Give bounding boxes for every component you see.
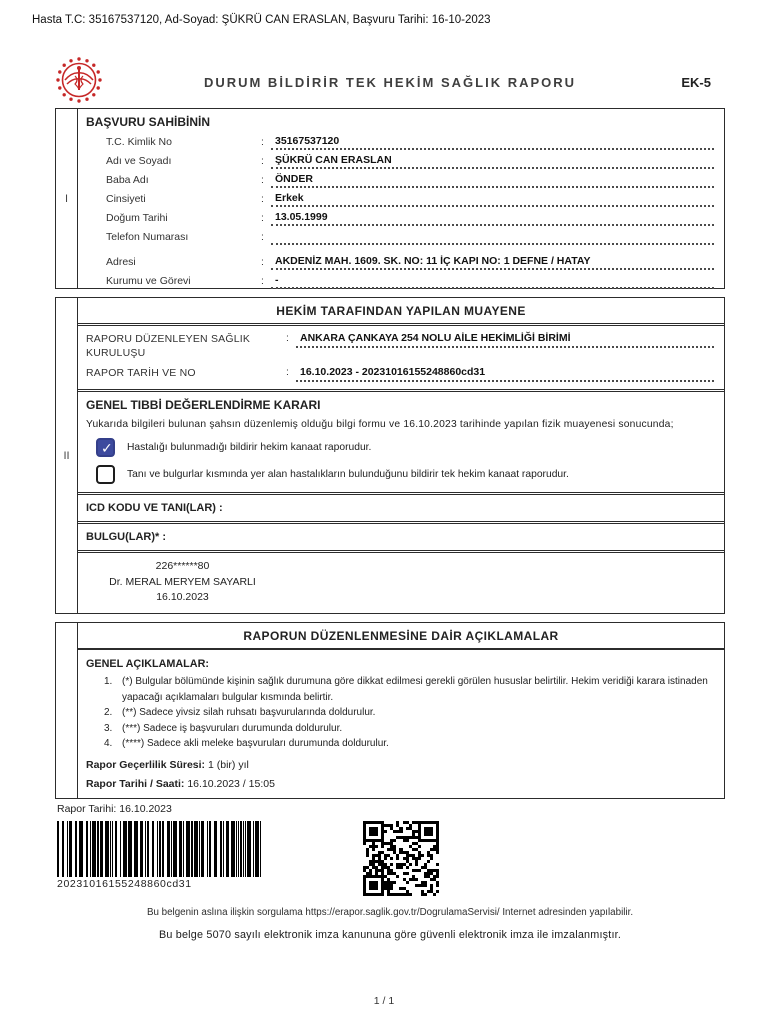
ministry-of-health-logo-icon [55,56,115,109]
report-datetime-value: 16.10.2023 / 15:05 [187,777,275,790]
document-header [55,56,725,108]
colon: : [261,193,264,205]
field-row-adres [78,245,724,270]
codes-row [55,821,725,897]
field-value: ÖNDER [271,173,714,188]
colon: : [261,155,264,167]
section-2-numeral: II [56,298,78,613]
field-row-rapor-tarih-no [78,360,724,389]
field-value: ANKARA ÇANKAYA 254 NOLU AİLE HEKİMLİĞİ BİRİMİ [296,332,714,348]
field-label: Kurumu ve Görevi [106,275,191,287]
note-item [104,674,712,705]
icd-code-row: ICD KODU VE TANI(LAR) : [78,492,724,521]
field-row-kurum-gorev [78,270,724,289]
doctor-name: Dr. MERAL MERYEM SAYARLI [109,575,256,588]
decision-header: GENEL TIBBİ DEĞERLENDİRME KARARI [86,398,321,413]
field-value: Erkek [271,192,714,207]
doctor-masked-id: 226******80 [155,560,210,573]
field-value: ŞÜKRÜ CAN ERASLAN [271,154,714,169]
colon: : [261,212,264,224]
field-value: AKDENİZ MAH. 1609. SK. NO: 11 İÇ KAPI NO: 1 DEFNE / HATAY [271,255,714,270]
field-value [271,242,714,245]
patient-header-line: Hasta T.C: 35167537120, Ad-Soyad: ŞÜKRÜ CAN ERASLAN, Başvuru Tarihi: 16-10-2023 [32,14,491,26]
findings-row: BULGU(LAR)* : [78,521,724,550]
section-applicant [55,108,725,289]
colon: : [261,174,264,186]
field-label: Doğum Tarihi [106,212,168,224]
note-text: (*) Bulgular bölümünde kişinin sağlık durumuna göre dikkat edilmesi gerekli görülen hususlar belirtilir. Hekim veridiği karara istinaden yapacağı açıklamaları bulgular kısmında belirtir. [122,676,708,703]
field-value: 35167537120 [271,135,714,150]
esignature-text: Bu belge 5070 sayılı elektronik imza kanununa göre güvenli elektronik imza ile imzalanmıştır. [158,928,622,941]
note-number: 3. [104,722,113,734]
colon: : [286,366,289,379]
field-value: 16.10.2023 - 20231016155248860cd31 [296,366,714,382]
validity-label: Rapor Geçerlilik Süresi: [86,758,206,771]
general-explanations [78,650,724,798]
report-datetime-label: Rapor Tarihi / Saati: [86,777,185,790]
colon: : [286,332,289,344]
barcode-value: 20231016155248860cd31 [57,877,192,890]
signature-date: 16.10.2023 [156,590,209,603]
field-label: Adı ve Soyadı [106,155,172,167]
section-examination [55,297,725,614]
document-title: DURUM BİLDİRİR TEK HEKİM SAĞLIK RAPORU [203,74,577,90]
field-label: Cinsiyeti [106,193,146,205]
field-label: RAPORU DÜZENLEYEN SAĞLIK KURULUŞU [86,333,251,360]
field-row-saglik-kurulusu [78,326,724,360]
field-row-telefon [78,226,724,245]
section-3-header: RAPORUN DÜZENLENMESİNE DAİR AÇIKLAMALAR [78,623,724,650]
note-number: 4. [104,738,113,749]
validity-line [86,759,712,771]
page-number: 1 / 1 [373,995,395,1007]
qr-code-icon [363,821,439,897]
section-explanations [55,622,725,799]
decision-checkbox-healthy[interactable] [96,438,115,457]
field-label: Telefon Numarası [106,231,189,243]
report-datetime-line [86,778,712,790]
section-2-header: HEKİM TARAFINDAN YAPILAN MUAYENE [78,298,724,326]
field-label: Adresi [106,256,136,268]
decision-option-row [96,465,714,484]
decision-option-label: Tanı ve bulgurlar kısmında yer alan hastalıkların bulunduğunu bildirir tek hekim kanaat raporudur. [127,469,569,481]
field-row-tc-kimlik [78,131,724,150]
field-row-baba-adi [78,169,724,188]
note-item [104,736,712,752]
note-item [104,705,712,721]
note-text: (**) Sadece yivsiz silah ruhsatı başvurularında doldurulur. [122,707,376,718]
section-1-numeral: I [56,109,78,288]
colon: : [261,231,264,243]
note-number: 1. [104,676,113,687]
decision-option-label: Hastalığı bulunmadığı bildirir hekim kanaat raporudur. [127,442,372,454]
doctor-signature-block [78,550,724,613]
decision-option-row [96,438,714,457]
form-code-label: EK-5 [681,74,711,90]
field-row-dogum-tarihi [78,207,724,226]
barcode-block [57,821,289,890]
field-value: - [271,274,714,289]
field-row-cinsiyet [78,188,724,207]
colon: : [261,256,264,268]
colon: : [261,136,264,148]
barcode-icon [57,821,289,877]
decision-checkbox-illness[interactable] [96,465,115,484]
colon: : [261,275,264,287]
validity-value: 1 (bir) yıl [207,758,249,771]
field-value: 13.05.1999 [271,211,714,226]
field-row-ad-soyad [78,150,724,169]
report-document [55,56,725,941]
field-label: RAPOR TARİH VE NO [86,367,196,380]
note-text: (****) Sadece akli meleke başvuruları durumunda doldurulur. [122,738,389,749]
footer-report-date: Rapor Tarihi: 16.10.2023 [57,802,172,815]
note-text: (***) Sadece iş başvuruları durumunda doldurulur. [122,722,343,734]
verification-text: Bu belgenin aslına ilişkin sorgulama https://erapor.saglik.gov.tr/DogrulamaServisi/ Internet adresinden yapılabilir. [146,906,634,918]
decision-intro-text: Yukarıda bilgileri bulunan şahsın düzenlemiş olduğu bilgi formu ve 16.10.2023 tarihinde yapılan fizik muayenesi sonucunda; [86,419,674,431]
section-1-header: BAŞVURU SAHİBİNİN [86,115,211,129]
field-label: T.C. Kimlik No [106,136,172,148]
medical-decision-block [78,389,724,492]
section-3-numeral [56,623,78,798]
note-number: 2. [104,707,113,718]
field-label: Baba Adı [106,174,149,186]
note-item [104,721,712,737]
explanations-subheader: GENEL AÇIKLAMALAR: [86,658,209,670]
